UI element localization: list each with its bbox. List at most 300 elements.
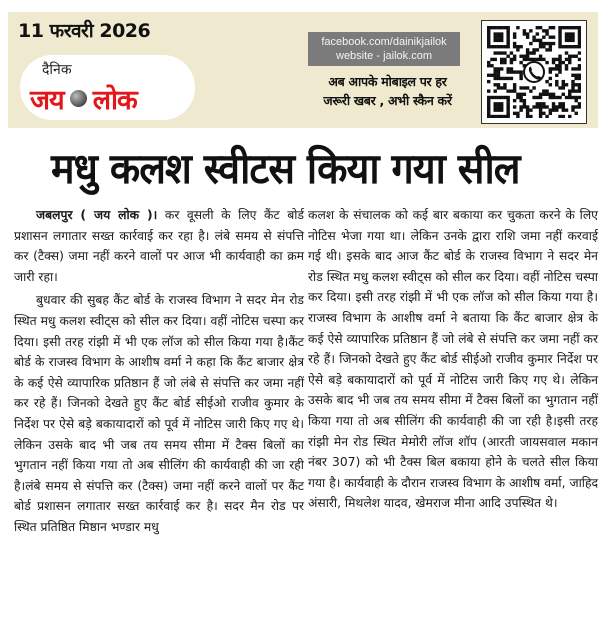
qr-module	[497, 105, 500, 108]
qr-module	[568, 55, 571, 58]
qr-module	[506, 108, 509, 111]
qr-module	[490, 115, 493, 118]
qr-module	[558, 64, 561, 67]
qr-module	[549, 67, 552, 70]
qr-module	[493, 39, 496, 42]
qr-module	[542, 45, 545, 48]
qr-module	[500, 115, 503, 118]
qr-module	[558, 67, 561, 70]
qr-module	[552, 96, 555, 99]
qr-module	[487, 96, 490, 99]
qr-module	[503, 83, 506, 86]
qr-promo-text	[300, 72, 475, 110]
qr-module	[542, 93, 545, 96]
qr-module	[519, 77, 522, 80]
qr-module	[490, 64, 493, 67]
qr-module	[549, 83, 552, 86]
qr-module	[526, 58, 529, 61]
qr-module	[565, 26, 568, 29]
logo-word-lok: लोक	[92, 85, 137, 116]
qr-module	[558, 26, 561, 29]
qr-module	[523, 99, 526, 102]
qr-module	[549, 112, 552, 115]
qr-module	[532, 58, 535, 61]
qr-module	[565, 64, 568, 67]
qr-module	[497, 86, 500, 89]
qr-module	[487, 112, 490, 115]
qr-module	[487, 64, 490, 67]
qr-module	[529, 58, 532, 61]
qr-module	[539, 26, 542, 29]
qr-module	[529, 29, 532, 32]
qr-module	[523, 29, 526, 32]
promo-line-2: जरूरी खबर , अभी स्कैन करें	[323, 93, 452, 108]
qr-module	[545, 80, 548, 83]
qr-module	[539, 105, 542, 108]
qr-module	[519, 45, 522, 48]
qr-module	[497, 39, 500, 42]
qr-module	[565, 96, 568, 99]
qr-module	[493, 115, 496, 118]
qr-module	[529, 115, 532, 118]
promo-line-1: अब आपके मोबाइल पर हर	[328, 74, 447, 89]
qr-module	[493, 36, 496, 39]
article-headline: मधु कलश स्वीटस किया गया सील	[51, 144, 520, 193]
qr-module	[523, 55, 526, 58]
qr-module	[526, 48, 529, 51]
qr-module	[571, 26, 574, 29]
qr-module	[500, 96, 503, 99]
qr-module	[513, 83, 516, 86]
qr-module	[571, 96, 574, 99]
qr-module	[506, 89, 509, 92]
qr-module	[490, 26, 493, 29]
qr-module	[578, 51, 581, 54]
qr-module	[519, 86, 522, 89]
website-link[interactable]: website - jailok.com	[336, 50, 432, 62]
qr-module	[536, 102, 539, 105]
qr-module	[503, 77, 506, 80]
qr-module	[497, 45, 500, 48]
qr-module	[558, 39, 561, 42]
qr-module	[497, 115, 500, 118]
qr-module	[487, 26, 490, 29]
qr-module	[497, 32, 500, 35]
qr-module	[558, 115, 561, 118]
qr-module	[545, 32, 548, 35]
qr-module	[493, 74, 496, 77]
qr-module	[562, 83, 565, 86]
qr-module	[542, 42, 545, 45]
logo-dainik-text: दैनिक	[42, 62, 72, 78]
qr-module	[526, 108, 529, 111]
qr-module	[526, 55, 529, 58]
qr-module	[542, 112, 545, 115]
qr-module	[493, 108, 496, 111]
qr-module	[562, 105, 565, 108]
qr-module	[516, 26, 519, 29]
qr-module	[552, 42, 555, 45]
qr-module	[519, 108, 522, 111]
qr-module	[545, 93, 548, 96]
qr-module	[578, 26, 581, 29]
qr-module	[542, 89, 545, 92]
facebook-link[interactable]: facebook.com/dainikjailok	[321, 36, 447, 48]
qr-module	[513, 99, 516, 102]
qr-module	[539, 102, 542, 105]
qr-module	[493, 51, 496, 54]
qr-module	[506, 77, 509, 80]
qr-module	[558, 42, 561, 45]
qr-module	[575, 77, 578, 80]
qr-module	[500, 45, 503, 48]
qr-module	[510, 51, 513, 54]
qr-module	[506, 29, 509, 32]
qr-module	[575, 105, 578, 108]
qr-module	[493, 105, 496, 108]
qr-module	[578, 83, 581, 86]
qr-module	[578, 67, 581, 70]
qr-module	[571, 89, 574, 92]
qr-module	[575, 99, 578, 102]
qr-module	[519, 61, 522, 64]
qr-module	[549, 77, 552, 80]
qr-module	[513, 70, 516, 73]
qr-module	[552, 26, 555, 29]
qr-module	[539, 45, 542, 48]
qr-module	[526, 112, 529, 115]
qr-module	[568, 89, 571, 92]
qr-module	[506, 32, 509, 35]
qr-module	[575, 45, 578, 48]
qr-module	[578, 45, 581, 48]
qr-module	[536, 96, 539, 99]
qr-module	[562, 102, 565, 105]
qr-module	[571, 67, 574, 70]
qr-module	[539, 39, 542, 42]
qr-module	[513, 42, 516, 45]
qr-module	[487, 61, 490, 64]
qr-module	[552, 36, 555, 39]
qr-module	[513, 55, 516, 58]
qr-module	[487, 105, 490, 108]
qr-module	[503, 96, 506, 99]
qr-module	[536, 105, 539, 108]
qr-module	[555, 58, 558, 61]
qr-module	[490, 58, 493, 61]
qr-module	[513, 112, 516, 115]
qr-module	[519, 99, 522, 102]
whatsapp-icon	[524, 62, 544, 82]
article-column-right	[308, 205, 598, 514]
qr-module	[575, 96, 578, 99]
qr-module	[575, 89, 578, 92]
qr-module	[565, 67, 568, 70]
qr-module	[578, 58, 581, 61]
qr-module	[578, 105, 581, 108]
qr-module	[565, 58, 568, 61]
qr-module	[506, 55, 509, 58]
qr-module	[519, 55, 522, 58]
qr-module	[565, 39, 568, 42]
qr-module	[493, 89, 496, 92]
qr-module	[542, 105, 545, 108]
whatsapp-qr-code[interactable]	[481, 20, 587, 124]
qr-module	[503, 45, 506, 48]
qr-module	[487, 102, 490, 105]
qr-module	[490, 74, 493, 77]
qr-module	[490, 96, 493, 99]
qr-module	[536, 48, 539, 51]
qr-module	[555, 83, 558, 86]
article-paragraph: जबलपुर ( जय लोक )। कर वूसली के लिए कैंट बोर्ड प्रशासन लगातार सख्त कार्रवाई कर रहा है। लंबे समय से संपत्ति कर (टैक्स) जमा नहीं करने वालों पर आज भी कार्यवाही का क्रम जारी रहा।	[14, 208, 304, 284]
qr-module	[506, 105, 509, 108]
qr-module	[545, 105, 548, 108]
qr-module	[493, 26, 496, 29]
qr-module	[542, 29, 545, 32]
qr-module	[562, 80, 565, 83]
qr-module	[523, 58, 526, 61]
qr-module	[510, 61, 513, 64]
qr-module	[575, 74, 578, 77]
qr-module	[558, 55, 561, 58]
qr-module	[575, 55, 578, 58]
qr-module	[549, 36, 552, 39]
qr-module	[487, 32, 490, 35]
qr-module	[532, 86, 535, 89]
qr-module	[578, 39, 581, 42]
qr-module	[558, 105, 561, 108]
qr-module	[542, 36, 545, 39]
qr-module	[555, 80, 558, 83]
qr-module	[536, 32, 539, 35]
qr-module	[568, 61, 571, 64]
qr-module	[552, 58, 555, 61]
qr-module	[497, 26, 500, 29]
qr-module	[506, 26, 509, 29]
issue-date: 11 फरवरी 2026	[18, 20, 151, 42]
qr-module	[497, 70, 500, 73]
qr-module	[578, 64, 581, 67]
article-dateline: जबलपुर ( जय लोक )।	[36, 208, 158, 222]
qr-module	[510, 77, 513, 80]
qr-module	[497, 108, 500, 111]
qr-module	[539, 93, 542, 96]
qr-module	[506, 112, 509, 115]
qr-module	[487, 36, 490, 39]
qr-module	[568, 36, 571, 39]
qr-module	[578, 74, 581, 77]
qr-module	[506, 45, 509, 48]
qr-module	[497, 36, 500, 39]
qr-module	[497, 77, 500, 80]
qr-module	[526, 36, 529, 39]
qr-module	[503, 115, 506, 118]
qr-module	[516, 93, 519, 96]
qr-module	[493, 70, 496, 73]
qr-module	[571, 32, 574, 35]
qr-module	[542, 58, 545, 61]
qr-module	[558, 61, 561, 64]
qr-module	[545, 115, 548, 118]
qr-module	[545, 61, 548, 64]
qr-module	[568, 39, 571, 42]
qr-module	[532, 39, 535, 42]
qr-module	[500, 108, 503, 111]
qr-module	[513, 45, 516, 48]
qr-module	[503, 58, 506, 61]
qr-module	[506, 39, 509, 42]
qr-module	[552, 67, 555, 70]
qr-module	[552, 93, 555, 96]
qr-module	[503, 51, 506, 54]
qr-module	[519, 105, 522, 108]
qr-module	[555, 64, 558, 67]
qr-module	[516, 96, 519, 99]
qr-module	[555, 108, 558, 111]
qr-module	[578, 77, 581, 80]
qr-module	[497, 96, 500, 99]
qr-module	[578, 29, 581, 32]
qr-module	[513, 105, 516, 108]
qr-module	[523, 105, 526, 108]
qr-module	[529, 51, 532, 54]
qr-module	[578, 42, 581, 45]
qr-module	[558, 58, 561, 61]
qr-module	[497, 51, 500, 54]
qr-module	[536, 26, 539, 29]
qr-module	[516, 45, 519, 48]
qr-module	[562, 93, 565, 96]
qr-module	[558, 36, 561, 39]
qr-module	[523, 32, 526, 35]
qr-module	[562, 115, 565, 118]
qr-module	[555, 67, 558, 70]
qr-module	[539, 96, 542, 99]
qr-module	[487, 108, 490, 111]
qr-module	[526, 51, 529, 54]
qr-module	[562, 108, 565, 111]
qr-module	[545, 48, 548, 51]
qr-module	[510, 58, 513, 61]
qr-module	[500, 58, 503, 61]
qr-module	[545, 29, 548, 32]
qr-module	[549, 48, 552, 51]
qr-module	[549, 70, 552, 73]
qr-module	[500, 77, 503, 80]
qr-module	[558, 70, 561, 73]
qr-module	[523, 93, 526, 96]
qr-module	[493, 58, 496, 61]
qr-module	[487, 42, 490, 45]
qr-module	[532, 36, 535, 39]
qr-module	[571, 74, 574, 77]
qr-module	[487, 74, 490, 77]
qr-module	[575, 83, 578, 86]
qr-module	[516, 70, 519, 73]
qr-module	[500, 32, 503, 35]
qr-module	[493, 32, 496, 35]
qr-module	[500, 39, 503, 42]
qr-module	[568, 58, 571, 61]
qr-module	[532, 48, 535, 51]
qr-module	[519, 93, 522, 96]
qr-module	[519, 70, 522, 73]
qr-module	[562, 61, 565, 64]
qr-module	[513, 36, 516, 39]
qr-module	[571, 45, 574, 48]
qr-module	[487, 39, 490, 42]
logo-word-jai: जय	[30, 85, 64, 116]
qr-module	[500, 102, 503, 105]
qr-module	[532, 96, 535, 99]
qr-module	[487, 99, 490, 102]
qr-module	[539, 115, 542, 118]
qr-module	[571, 39, 574, 42]
qr-module	[506, 70, 509, 73]
qr-module	[552, 102, 555, 105]
qr-module	[558, 96, 561, 99]
qr-module	[497, 83, 500, 86]
qr-module	[568, 115, 571, 118]
qr-module	[565, 45, 568, 48]
qr-module	[532, 51, 535, 54]
qr-module	[506, 67, 509, 70]
qr-module	[555, 96, 558, 99]
qr-module	[500, 86, 503, 89]
qr-module	[539, 58, 542, 61]
qr-module	[575, 112, 578, 115]
qr-module	[578, 36, 581, 39]
qr-module	[578, 32, 581, 35]
article-paragraph: बुधवार की सुबह कैंट बोर्ड के राजस्व विभाग ने सदर मेन रोड स्थित मधु कलश स्वीट्स को सील कर दिया। वहीं नोटिस चस्पा कर दिया। इसी तरह रांझी में भी एक लॉज को सील किया गया है।कैंट बोर्ड के राजस्व विभाग के आशीष वर्मा ने कहा कि कैंट बाजार क्षेत्र के कई ऐसे व्यापारिक प्रतिष्ठान हैं जो लंबे से संपत्ति कर जमा नहीं कर रहे हैं। जिनको देखते हुए कैंट बोर्ड सीईओ राजीव कुमार के निर्देश पर ऐसे बड़े बकायादारों को पूर्व में नोटिस जारी किए गए थे। लेकिन उसके बाद भी जब तय समय सीमा में टैक्स बिलों का भुगतान नहीं किया गया तो अब सीलिंग की कार्यवाही की जा रही है।लंबे समय से संपत्ति कर (टैक्स) जमा नहीं करने वालों पर कैंट बोर्ड प्रशासन लगातार सख्त कार्रवाई कर है। सदर मैन रोड पर स्थित प्रतिष्ठित मिष्ठान भण्डार मधु	[14, 293, 304, 534]
qr-module	[506, 115, 509, 118]
qr-module	[487, 89, 490, 92]
qr-module	[497, 102, 500, 105]
qr-module	[519, 74, 522, 77]
article-paragraph: कलश के संचालक को कई बार बकाया कर चुकता करने के लिए नोटिस भेजा गया था। लेकिन उनके द्वारा राशि जमा नहीं करवाई गई थी। इसके बाद आज कैंट बोर्ड के राजस्व विभाग ने सदर मेन रोड स्थित मधु कलश स्वीट्स को सील कर दिया। वहीं नोटिस चस्पा कर दिया। इसी तरह रांझी में भी एक लॉज को सील किया गया है।राजस्व विभाग के आशीष वर्मा ने बताया कि कैंट बाजार क्षेत्र के कई ऐसे व्यापारिक प्रतिष्ठान हैं जो लंबे से संपत्ति कर जमा नहीं कर रहे हैं। जिनको देखते हुए कैंट बोर्ड सीईओ राजीव कुमार निर्देश पर ऐसे बड़े बकायादारों को पूर्व में नोटिस जारी किए गए थे। लेकिन उसके बाद भी जब तय समय सीमा में टैक्स बिलों का भुगतान नहीं किया गया तो अब सीलिंग की कार्यवाही की जा रही है।इसी तरह रांझी मेन रोड स्थित मेमोरी लॉज शॉप (आरती जायसवाल मकान नंबर 307) को भी टैक्स बिल बकाया होने के चलते सील किया गया है। कार्यवाही के दौरान राजस्व विभाग के आशीष वर्मा, जाहिद अंसारी, मिथलेश यादव, खेमराज मीना आदि उपस्थित थे।	[308, 208, 598, 511]
qr-module	[539, 108, 542, 111]
qr-module	[555, 74, 558, 77]
qr-module	[549, 108, 552, 111]
qr-module	[516, 48, 519, 51]
qr-module	[542, 102, 545, 105]
qr-module	[500, 51, 503, 54]
qr-module	[516, 115, 519, 118]
qr-module	[555, 105, 558, 108]
qr-module	[578, 96, 581, 99]
qr-module	[575, 26, 578, 29]
qr-module	[539, 55, 542, 58]
qr-module	[545, 89, 548, 92]
qr-module	[558, 102, 561, 105]
qr-module	[552, 105, 555, 108]
qr-module	[510, 89, 513, 92]
qr-module	[565, 108, 568, 111]
qr-module	[571, 36, 574, 39]
qr-module	[549, 45, 552, 48]
qr-module	[552, 108, 555, 111]
qr-module	[493, 45, 496, 48]
qr-module	[571, 105, 574, 108]
qr-module	[513, 32, 516, 35]
qr-module	[552, 61, 555, 64]
article-column-left	[14, 205, 304, 538]
qr-module	[558, 32, 561, 35]
qr-module	[506, 36, 509, 39]
qr-module	[503, 61, 506, 64]
qr-module	[493, 96, 496, 99]
